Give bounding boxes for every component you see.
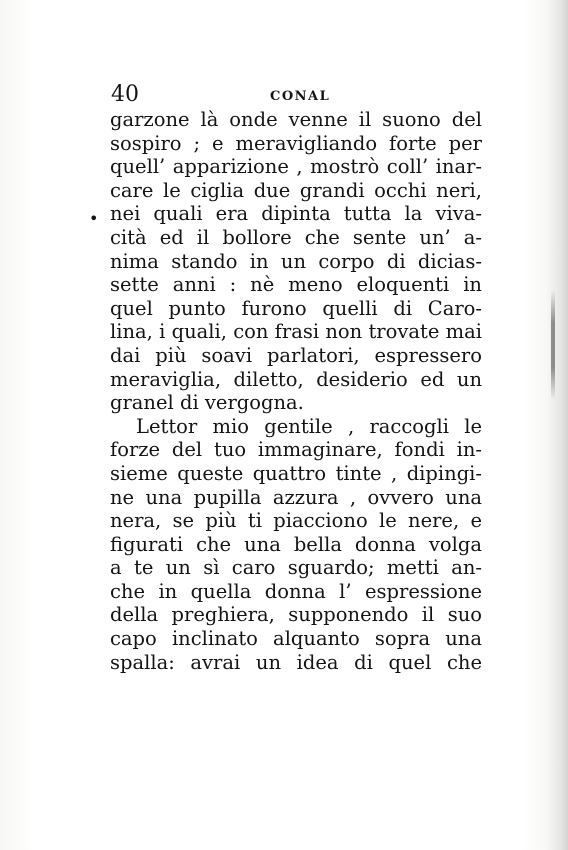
text-line: sospiro ; e meravigliando forte per	[110, 131, 482, 155]
text-line: nima stando in un corpo di dicias-	[110, 249, 482, 273]
text-line: quell’ apparizione , mostrò coll’ inar-	[110, 155, 482, 179]
text-line: sieme queste quattro tinte , dipingi-	[110, 461, 482, 485]
page-edge-mark	[551, 290, 555, 400]
text-line: lina, i quali, con frasi non trovate mai	[110, 320, 482, 344]
text-line: capo inclinato alquanto sopra una	[110, 627, 482, 651]
text-line: spalla: avrai un idea di quel che	[110, 650, 482, 674]
running-head: CONAL	[270, 89, 331, 104]
text-line: a te un sì caro sguardo; metti an-	[110, 556, 482, 580]
text-line: cità ed il bollore che sente un’ a-	[110, 225, 482, 249]
text-line: che in quella donna l’ espressione	[110, 579, 482, 603]
text-line: care le ciglia due grandi occhi neri,	[110, 178, 482, 202]
text-line: quel punto furono quelli di Caro-	[110, 296, 482, 320]
text-line: meraviglia, diletto, desiderio ed un	[110, 367, 482, 391]
text-line: sette anni : nè meno eloquenti in	[110, 273, 482, 297]
text-line: forze del tuo immaginare, fondi in-	[110, 438, 482, 462]
text-line: della preghiera, supponendo il suo	[110, 603, 482, 627]
text-line: nera, se più ti piacciono le nere, e	[110, 509, 482, 533]
text-line: figurati che una bella donna volga	[110, 532, 482, 556]
text-line: granel di vergogna.	[110, 391, 304, 415]
page-number: 40	[111, 82, 139, 107]
text-line: ne una pupilla azzura , ovvero una	[110, 485, 482, 509]
body-text	[110, 108, 482, 674]
page-edge-shadow	[546, 0, 568, 850]
margin-mark: •	[89, 209, 99, 228]
paragraph-first-line: Lettor mio gentile , raccogli le	[136, 414, 482, 438]
text-line: nei quali era dipinta tutta la viva-	[110, 202, 482, 226]
text-line: dai più soavi parlatori, espressero	[110, 343, 482, 367]
text-line: garzone là onde venne il suono del	[110, 108, 482, 131]
